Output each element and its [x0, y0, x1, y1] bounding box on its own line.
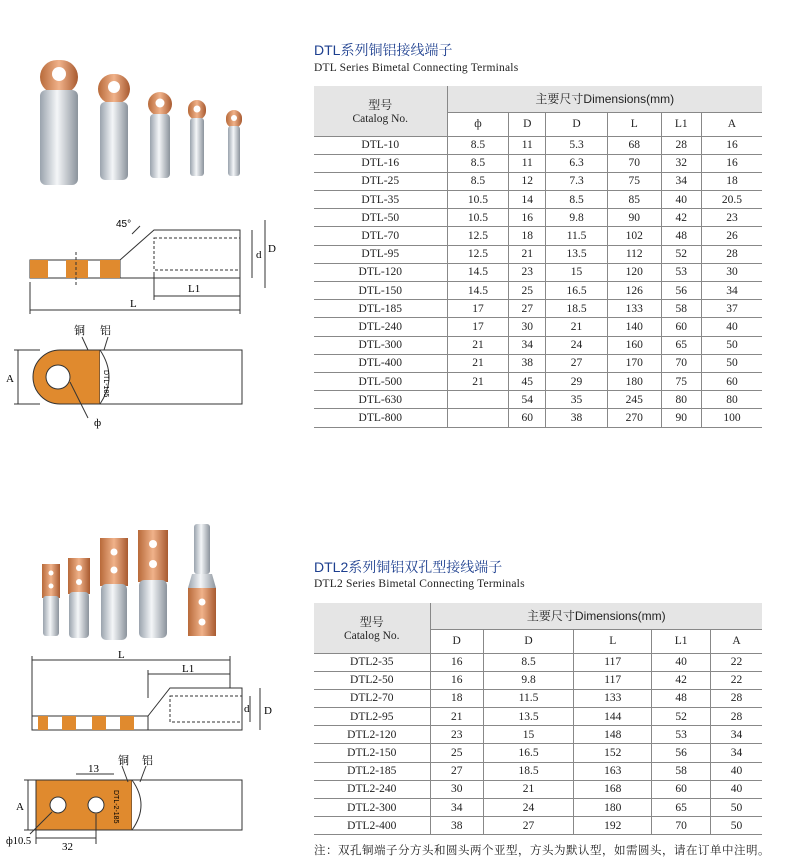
value-cell: 15 — [483, 726, 573, 744]
value-cell: 245 — [608, 391, 662, 409]
value-cell: 38 — [546, 409, 608, 427]
value-cell: 28 — [701, 245, 762, 263]
value-cell: 21 — [447, 336, 509, 354]
value-cell: 65 — [652, 799, 711, 817]
table-row — [314, 391, 762, 409]
catalog-cell: DTL-240 — [314, 318, 447, 336]
value-cell: 17 — [447, 300, 509, 318]
col-header: L — [608, 112, 662, 136]
value-cell: 40 — [711, 780, 762, 798]
value-cell: 10.5 — [447, 191, 509, 209]
value-cell: 170 — [608, 354, 662, 372]
col-header: D — [509, 112, 546, 136]
value-cell: 58 — [652, 762, 711, 780]
copper-label-2: 铜 — [118, 755, 129, 767]
catalog-cell: DTL-800 — [314, 409, 447, 427]
table-row — [314, 708, 762, 726]
value-cell: 27 — [546, 354, 608, 372]
value-cell: 8.5 — [447, 136, 509, 154]
D-label: D — [268, 243, 276, 255]
value-cell: 54 — [509, 391, 546, 409]
L-label: L — [130, 298, 137, 310]
dim32-label: 32 — [62, 841, 73, 852]
catalog-cell: DTL2-120 — [314, 726, 430, 744]
value-cell: 42 — [652, 671, 711, 689]
catalog-cell: DTL-150 — [314, 282, 447, 300]
value-cell: 56 — [652, 744, 711, 762]
value-cell: 45 — [509, 372, 546, 390]
dtl2-top-view-diagram — [0, 752, 260, 852]
catalog-cell: DTL2-400 — [314, 817, 430, 835]
value-cell: 192 — [574, 817, 652, 835]
value-cell: 28 — [661, 136, 701, 154]
value-cell: 14 — [509, 191, 546, 209]
catalog-cell: DTL-35 — [314, 191, 447, 209]
value-cell: 5.3 — [546, 136, 608, 154]
copper-label: 铜 — [74, 325, 85, 337]
value-cell: 9.8 — [546, 209, 608, 227]
col-header: D — [430, 629, 483, 653]
value-cell: 34 — [430, 799, 483, 817]
value-cell: 18.5 — [546, 300, 608, 318]
value-cell: 52 — [652, 708, 711, 726]
table-row — [314, 172, 762, 190]
value-cell: 11.5 — [546, 227, 608, 245]
value-cell: 140 — [608, 318, 662, 336]
section2-title-en: DTL2 Series Bimetal Connecting Terminals — [314, 578, 525, 590]
table-row — [314, 282, 762, 300]
catalog-cell: DTL2-95 — [314, 708, 430, 726]
value-cell: 168 — [574, 780, 652, 798]
value-cell: 70 — [608, 154, 662, 172]
value-cell: 34 — [711, 744, 762, 762]
value-cell: 8.5 — [546, 191, 608, 209]
value-cell: 11 — [509, 154, 546, 172]
value-cell: 160 — [608, 336, 662, 354]
stamp-label: DTL-185 — [102, 370, 109, 398]
model-cn-2: 型号 — [359, 615, 384, 630]
value-cell: 25 — [509, 282, 546, 300]
table-row — [314, 245, 762, 263]
value-cell: 9.8 — [483, 671, 573, 689]
angle-label: 45° — [116, 219, 132, 230]
value-cell: 23 — [509, 263, 546, 281]
value-cell: 22 — [711, 671, 762, 689]
value-cell: 68 — [608, 136, 662, 154]
value-cell: 8.5 — [483, 653, 573, 671]
value-cell: 13.5 — [546, 245, 608, 263]
value-cell: 28 — [711, 708, 762, 726]
dtl-top-view-diagram — [0, 322, 260, 432]
stamp-label-2: DTL-2-185 — [112, 790, 119, 824]
value-cell: 50 — [701, 336, 762, 354]
value-cell: 34 — [661, 172, 701, 190]
footnote: 注：双孔铜端子分方头和圆头两个亚型，方头为默认型，如需圆头，请在订单中注明。 — [314, 845, 770, 857]
dtl2-side-view-diagram — [20, 648, 280, 738]
value-cell: 65 — [661, 336, 701, 354]
value-cell: 38 — [509, 354, 546, 372]
catalog-cell: DTL-120 — [314, 263, 447, 281]
catalog-cell: DTL-10 — [314, 136, 447, 154]
value-cell: 117 — [574, 653, 652, 671]
value-cell: 40 — [711, 762, 762, 780]
value-cell: 133 — [608, 300, 662, 318]
phi-label-2: ф10.5 — [6, 836, 32, 847]
value-cell: 40 — [661, 191, 701, 209]
value-cell: 40 — [701, 318, 762, 336]
catalog-cell: DTL2-70 — [314, 689, 430, 707]
value-cell: 30 — [430, 780, 483, 798]
table-row — [314, 689, 762, 707]
col-header: L1 — [661, 112, 701, 136]
value-cell: 50 — [711, 799, 762, 817]
value-cell: 16 — [701, 154, 762, 172]
dtl2-spec-table — [314, 603, 762, 835]
catalog-cell: DTL-630 — [314, 391, 447, 409]
L1-label-2: L1 — [182, 663, 195, 675]
value-cell: 15 — [546, 263, 608, 281]
L-label-2: L — [118, 649, 125, 661]
value-cell: 12.5 — [447, 245, 509, 263]
value-cell: 100 — [701, 409, 762, 427]
value-cell: 34 — [711, 726, 762, 744]
value-cell: 117 — [574, 671, 652, 689]
value-cell: 18 — [701, 172, 762, 190]
table-row — [314, 227, 762, 245]
value-cell: 38 — [430, 817, 483, 835]
value-cell: 53 — [652, 726, 711, 744]
catalog-cell: DTL2-150 — [314, 744, 430, 762]
A-label: A — [6, 373, 14, 385]
catalog-cell: DTL2-240 — [314, 780, 430, 798]
value-cell: 144 — [574, 708, 652, 726]
value-cell: 22 — [711, 653, 762, 671]
table-row — [314, 191, 762, 209]
table-row — [314, 300, 762, 318]
table-row — [314, 154, 762, 172]
table-row — [314, 354, 762, 372]
table-row — [314, 744, 762, 762]
d-label-2: d — [244, 703, 250, 715]
model-en-2: Catalog No. — [343, 630, 400, 643]
value-cell: 13.5 — [483, 708, 573, 726]
value-cell — [447, 391, 509, 409]
d-label: d — [256, 249, 262, 261]
table-row — [314, 372, 762, 390]
value-cell: 85 — [608, 191, 662, 209]
value-cell: 27 — [483, 817, 573, 835]
col-header: A — [701, 112, 762, 136]
value-cell: 25 — [430, 744, 483, 762]
value-cell: 60 — [652, 780, 711, 798]
value-cell: 52 — [661, 245, 701, 263]
col-header: D — [483, 629, 573, 653]
value-cell: 16 — [430, 671, 483, 689]
value-cell: 23 — [430, 726, 483, 744]
table-row — [314, 136, 762, 154]
value-cell: 58 — [661, 300, 701, 318]
dtl2-product-photo — [34, 524, 244, 644]
value-cell: 50 — [711, 817, 762, 835]
model-cn: 型号 — [368, 98, 393, 113]
value-cell: 75 — [608, 172, 662, 190]
col-header: D — [546, 112, 608, 136]
catalog-cell: DTL2-50 — [314, 671, 430, 689]
catalog-cell: DTL-400 — [314, 354, 447, 372]
catalog-header — [314, 86, 447, 136]
table-row — [314, 336, 762, 354]
L1-label: L1 — [188, 283, 201, 295]
table-row — [314, 671, 762, 689]
value-cell: 18.5 — [483, 762, 573, 780]
value-cell: 16 — [701, 136, 762, 154]
table-row — [314, 762, 762, 780]
value-cell: 16 — [509, 209, 546, 227]
value-cell: 50 — [701, 354, 762, 372]
value-cell: 24 — [546, 336, 608, 354]
section1-title-en: DTL Series Bimetal Connecting Terminals — [314, 62, 519, 74]
value-cell: 148 — [574, 726, 652, 744]
value-cell — [447, 409, 509, 427]
value-cell: 75 — [661, 372, 701, 390]
value-cell: 21 — [430, 708, 483, 726]
catalog-cell: DTL-500 — [314, 372, 447, 390]
D-label-2: D — [264, 705, 272, 717]
value-cell: 120 — [608, 263, 662, 281]
dtl-spec-table — [314, 86, 762, 428]
value-cell: 40 — [652, 653, 711, 671]
value-cell: 11.5 — [483, 689, 573, 707]
value-cell: 133 — [574, 689, 652, 707]
value-cell: 42 — [661, 209, 701, 227]
value-cell: 27 — [509, 300, 546, 318]
table-row — [314, 817, 762, 835]
value-cell: 70 — [652, 817, 711, 835]
value-cell: 24 — [483, 799, 573, 817]
value-cell: 60 — [661, 318, 701, 336]
value-cell: 60 — [701, 372, 762, 390]
value-cell: 180 — [608, 372, 662, 390]
value-cell: 18 — [430, 689, 483, 707]
value-cell: 28 — [711, 689, 762, 707]
catalog-cell: DTL-16 — [314, 154, 447, 172]
section1-title-cn: DTL系列铜铝接线端子 — [314, 42, 453, 58]
value-cell: 21 — [546, 318, 608, 336]
value-cell: 163 — [574, 762, 652, 780]
value-cell: 21 — [447, 354, 509, 372]
A-label-2: A — [16, 801, 24, 813]
value-cell: 16 — [430, 653, 483, 671]
value-cell: 80 — [661, 391, 701, 409]
catalog-cell: DTL-50 — [314, 209, 447, 227]
dims-header-2: 主要尺寸Dimensions(mm) — [430, 603, 762, 629]
value-cell: 102 — [608, 227, 662, 245]
catalog-cell: DTL-300 — [314, 336, 447, 354]
value-cell: 21 — [509, 245, 546, 263]
value-cell: 70 — [661, 354, 701, 372]
catalog-cell: DTL2-185 — [314, 762, 430, 780]
value-cell: 32 — [661, 154, 701, 172]
catalog-cell: DTL-185 — [314, 300, 447, 318]
section2-title-cn: DTL2系列铜铝双孔型接线端子 — [314, 559, 503, 575]
col-header: L1 — [652, 629, 711, 653]
catalog-cell: DTL-25 — [314, 172, 447, 190]
catalog-cell: DTL-70 — [314, 227, 447, 245]
value-cell: 152 — [574, 744, 652, 762]
value-cell: 10.5 — [447, 209, 509, 227]
catalog-header-2 — [314, 603, 430, 653]
value-cell: 17 — [447, 318, 509, 336]
value-cell: 29 — [546, 372, 608, 390]
value-cell: 26 — [701, 227, 762, 245]
value-cell: 23 — [701, 209, 762, 227]
value-cell: 20.5 — [701, 191, 762, 209]
dim13-label: 13 — [88, 763, 99, 775]
value-cell: 48 — [661, 227, 701, 245]
value-cell: 34 — [701, 282, 762, 300]
value-cell: 270 — [608, 409, 662, 427]
value-cell: 14.5 — [447, 282, 509, 300]
table-row — [314, 409, 762, 427]
dtl-side-view-diagram — [20, 212, 280, 327]
value-cell: 12.5 — [447, 227, 509, 245]
value-cell: 16.5 — [546, 282, 608, 300]
value-cell: 90 — [608, 209, 662, 227]
value-cell: 126 — [608, 282, 662, 300]
table-row — [314, 799, 762, 817]
catalog-cell: DTL2-35 — [314, 653, 430, 671]
value-cell: 16.5 — [483, 744, 573, 762]
col-header: L — [574, 629, 652, 653]
value-cell: 90 — [661, 409, 701, 427]
value-cell: 6.3 — [546, 154, 608, 172]
table-row — [314, 318, 762, 336]
value-cell: 34 — [509, 336, 546, 354]
value-cell: 56 — [661, 282, 701, 300]
value-cell: 112 — [608, 245, 662, 263]
aluminum-label-2: 铝 — [142, 755, 153, 767]
value-cell: 53 — [661, 263, 701, 281]
aluminum-label: 铝 — [100, 325, 111, 337]
dtl-product-photo — [30, 50, 260, 200]
value-cell: 7.3 — [546, 172, 608, 190]
value-cell: 60 — [509, 409, 546, 427]
value-cell: 35 — [546, 391, 608, 409]
col-header: A — [711, 629, 762, 653]
value-cell: 8.5 — [447, 172, 509, 190]
value-cell: 12 — [509, 172, 546, 190]
model-en: Catalog No. — [352, 113, 409, 126]
value-cell: 37 — [701, 300, 762, 318]
value-cell: 30 — [701, 263, 762, 281]
table-row — [314, 209, 762, 227]
value-cell: 27 — [430, 762, 483, 780]
table-row — [314, 653, 762, 671]
value-cell: 21 — [483, 780, 573, 798]
value-cell: 8.5 — [447, 154, 509, 172]
value-cell: 21 — [447, 372, 509, 390]
value-cell: 48 — [652, 689, 711, 707]
col-header: ф — [447, 112, 509, 136]
value-cell: 18 — [509, 227, 546, 245]
value-cell: 80 — [701, 391, 762, 409]
phi-label: ф — [94, 417, 102, 429]
dims-header: 主要尺寸Dimensions(mm) — [447, 86, 762, 112]
table-row — [314, 726, 762, 744]
value-cell: 180 — [574, 799, 652, 817]
value-cell: 14.5 — [447, 263, 509, 281]
catalog-cell: DTL2-300 — [314, 799, 430, 817]
value-cell: 11 — [509, 136, 546, 154]
catalog-cell: DTL-95 — [314, 245, 447, 263]
value-cell: 30 — [509, 318, 546, 336]
table-row — [314, 263, 762, 281]
table-row — [314, 780, 762, 798]
